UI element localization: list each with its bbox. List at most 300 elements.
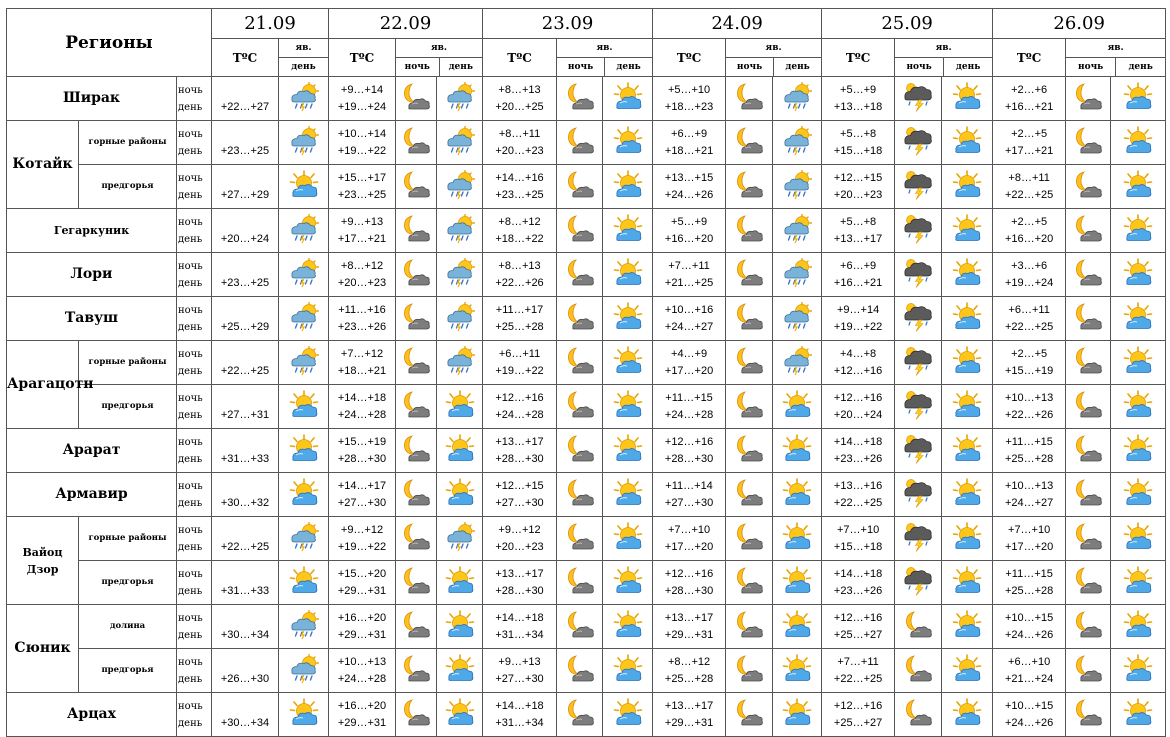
temperature-cell <box>653 517 726 561</box>
moon-cloud-icon <box>734 478 764 508</box>
period-labels <box>177 209 212 253</box>
temperature-cell <box>212 517 279 561</box>
temperature-cell <box>329 121 396 165</box>
weather-icon-cell <box>1066 165 1111 209</box>
moon-cloud-icon <box>565 390 595 420</box>
sun-cloud-icon <box>952 610 982 640</box>
rain-sun-icon <box>289 302 319 332</box>
moon-cloud-icon <box>734 126 764 156</box>
rain-sun-icon <box>289 610 319 640</box>
temperature-cell <box>212 429 279 473</box>
temperature-cell <box>993 429 1066 473</box>
night-temp: +6…+11 <box>498 347 541 360</box>
night-temp <box>212 522 278 539</box>
weather-icon-cell <box>942 165 993 209</box>
night-temp: +8…+12 <box>667 655 711 668</box>
moon-cloud-icon <box>1073 126 1103 156</box>
temperature-cell <box>653 297 726 341</box>
weather-icon-cell <box>773 517 822 561</box>
day-temp: +29…+31 <box>337 628 387 641</box>
sun-cloud-icon <box>613 258 643 288</box>
temperature-cell <box>653 429 726 473</box>
sun-cloud-icon <box>952 302 982 332</box>
temperature-cell <box>483 341 557 385</box>
weather-icon-cell <box>396 165 437 209</box>
night-temp: +16…+20 <box>337 611 387 624</box>
weather-icon-cell <box>279 297 329 341</box>
day-label: день <box>178 145 203 157</box>
weather-icon-cell <box>603 385 653 429</box>
night-temp: +13…+15 <box>664 171 714 184</box>
temperature-cell <box>329 429 396 473</box>
day-temp: +27…+30 <box>495 496 544 509</box>
sun-cloud-icon <box>782 522 812 552</box>
weather-icon-cell <box>726 561 773 605</box>
appearance-header <box>1066 39 1166 77</box>
weather-icon-cell <box>1066 473 1111 517</box>
weather-icon-cell <box>895 561 942 605</box>
date-header: 25.09 <box>822 9 993 39</box>
sun-cloud-icon <box>952 82 982 112</box>
night-temp: +8…+13 <box>498 259 541 272</box>
weather-icon-cell <box>1066 429 1111 473</box>
sun-cloud-icon <box>445 654 475 684</box>
night-temp: +6…+9 <box>671 127 708 140</box>
day-temp: +22…+25 <box>833 672 883 685</box>
weather-icon-cell <box>895 693 942 737</box>
temperature-cell <box>329 165 396 209</box>
temp-header: ТºС <box>822 39 895 77</box>
period-labels <box>177 649 212 693</box>
night-temp: +13…+17 <box>664 699 714 712</box>
temp-header: ТºС <box>212 39 279 77</box>
weather-icon-cell <box>726 77 773 121</box>
temperature-cell <box>483 473 557 517</box>
weather-icon-cell <box>895 517 942 561</box>
sun-cloud-icon <box>952 170 982 200</box>
moon-cloud-icon <box>903 654 933 684</box>
rain-sun-icon <box>445 302 475 332</box>
rain-sun-icon <box>782 302 812 332</box>
sun-cloud-icon <box>613 214 643 244</box>
weather-icon-cell <box>773 341 822 385</box>
weather-icon-cell <box>603 209 653 253</box>
day-temp: +25…+27 <box>833 716 883 729</box>
night-temp: +11…+17 <box>495 303 544 316</box>
sun-cloud-icon <box>613 346 643 376</box>
temperature-cell <box>483 385 557 429</box>
weather-icon-cell <box>557 209 603 253</box>
night-temp: +14…+18 <box>833 567 883 580</box>
sun-cloud-icon <box>289 390 319 420</box>
temperature-cell <box>483 429 557 473</box>
day-temp: +20…+23 <box>495 144 544 157</box>
storm-icon <box>903 126 933 156</box>
sun-cloud-icon <box>952 126 982 156</box>
weather-icon-cell <box>1066 209 1111 253</box>
weather-icon-cell <box>942 253 993 297</box>
day-label: день <box>178 409 203 421</box>
day-label: день <box>291 62 316 72</box>
sun-cloud-icon <box>952 522 982 552</box>
day-temp: +30…+34 <box>220 628 270 641</box>
temperature-cell <box>653 385 726 429</box>
day-temp: +27…+29 <box>220 188 270 201</box>
appearance-header <box>895 39 993 77</box>
night-label: ночь <box>178 216 203 228</box>
night-label: ночь <box>178 480 203 492</box>
temperature-cell <box>212 693 279 737</box>
temperature-cell <box>993 77 1066 121</box>
weather-icon-cell <box>1111 605 1166 649</box>
temperature-cell <box>653 341 726 385</box>
weather-icon-cell <box>557 429 603 473</box>
weather-icon-cell <box>557 473 603 517</box>
weather-icon-cell <box>557 385 603 429</box>
day-temp: +27…+30 <box>664 496 714 509</box>
moon-cloud-icon <box>734 258 764 288</box>
day-label: день <box>955 62 981 72</box>
night-temp <box>212 82 278 99</box>
period-labels <box>177 385 212 429</box>
weather-icon-cell <box>396 341 437 385</box>
date-header: 23.09 <box>483 9 653 39</box>
sun-cloud-icon <box>289 698 319 728</box>
night-temp: +12…+15 <box>833 171 883 184</box>
night-temp: +13…+17 <box>495 435 544 448</box>
rain-sun-icon <box>782 126 812 156</box>
weather-icon-cell <box>279 77 329 121</box>
temperature-cell <box>212 165 279 209</box>
weather-icon-cell <box>603 341 653 385</box>
forecast-row <box>7 209 1166 253</box>
weather-icon-cell <box>557 253 603 297</box>
weather-icon-cell <box>1111 429 1166 473</box>
rain-sun-icon <box>782 170 812 200</box>
night-temp <box>212 566 278 583</box>
moon-cloud-icon <box>1073 214 1103 244</box>
temperature-cell <box>653 253 726 297</box>
weather-icon-cell <box>1111 693 1166 737</box>
moon-cloud-icon <box>401 82 431 112</box>
weather-icon-cell <box>942 209 993 253</box>
sun-cloud-icon <box>613 434 643 464</box>
appearance-header <box>726 39 822 77</box>
sun-cloud-icon <box>445 478 475 508</box>
night-temp <box>212 698 278 715</box>
weather-icon-cell <box>726 605 773 649</box>
day-temp: +17…+20 <box>664 540 714 553</box>
day-temp: +23…+26 <box>337 320 387 333</box>
night-temp <box>212 258 278 275</box>
weather-icon-cell <box>603 693 653 737</box>
weather-icon-cell <box>396 77 437 121</box>
night-label: ночь <box>396 58 440 76</box>
night-temp: +8…+12 <box>498 215 541 228</box>
night-temp <box>212 478 278 495</box>
night-temp: +12…+16 <box>833 391 883 404</box>
rain-sun-icon <box>445 214 475 244</box>
temperature-cell <box>329 517 396 561</box>
weather-icon-cell <box>773 165 822 209</box>
night-temp: +12…+16 <box>495 391 544 404</box>
night-temp: +10…+15 <box>1004 611 1054 624</box>
day-temp: +27…+30 <box>495 672 544 685</box>
day-temp: +25…+28 <box>495 320 544 333</box>
night-temp: +9…+13 <box>498 655 541 668</box>
weather-icon-cell <box>773 77 822 121</box>
night-temp: +15…+20 <box>337 567 387 580</box>
weather-icon-cell <box>279 429 329 473</box>
day-temp: +17…+21 <box>1004 144 1054 157</box>
night-label: ночь <box>178 392 203 404</box>
weather-icon-cell <box>603 121 653 165</box>
weather-icon-cell <box>437 165 483 209</box>
night-temp: +13…+16 <box>833 479 883 492</box>
day-label: день <box>178 717 203 729</box>
weather-icon-cell <box>726 649 773 693</box>
night-temp: +10…+13 <box>1004 391 1054 404</box>
day-temp: +20…+24 <box>833 408 883 421</box>
day-temp: +28…+30 <box>495 452 544 465</box>
appearance-label: яв. <box>279 39 328 58</box>
moon-cloud-icon <box>401 126 431 156</box>
temperature-cell <box>993 297 1066 341</box>
moon-cloud-icon <box>401 214 431 244</box>
day-temp: +18…+21 <box>337 364 387 377</box>
temperature-cell <box>993 693 1066 737</box>
rain-sun-icon <box>289 346 319 376</box>
moon-cloud-icon <box>734 522 764 552</box>
temperature-cell <box>329 341 396 385</box>
region-name: Ширак <box>7 77 177 121</box>
weather-icon-cell <box>773 121 822 165</box>
day-temp: +17…+20 <box>1004 540 1054 553</box>
temperature-cell <box>483 209 557 253</box>
night-label: ночь <box>178 128 203 140</box>
night-temp: +7…+11 <box>668 259 710 272</box>
day-temp: +23…+25 <box>220 144 270 157</box>
region-name: Вайоц Дзор <box>7 517 79 605</box>
temperature-cell <box>212 649 279 693</box>
region-name: Тавуш <box>7 297 177 341</box>
moon-cloud-icon <box>565 214 595 244</box>
night-temp: +11…+15 <box>1005 567 1053 580</box>
night-temp: +11…+14 <box>665 479 713 492</box>
night-temp: +14…+17 <box>337 479 387 492</box>
temperature-cell <box>212 253 279 297</box>
moon-cloud-icon <box>565 478 595 508</box>
weather-icon-cell <box>1066 253 1111 297</box>
date-header: 21.09 <box>212 9 329 39</box>
rain-sun-icon <box>782 346 812 376</box>
sun-cloud-icon <box>1123 302 1153 332</box>
night-temp: +5…+8 <box>840 215 877 228</box>
temperature-cell <box>212 473 279 517</box>
day-label: день <box>178 321 203 333</box>
weather-icon-cell <box>773 209 822 253</box>
night-temp <box>212 126 278 143</box>
temperature-cell <box>993 517 1066 561</box>
temperature-cell <box>822 209 895 253</box>
night-temp <box>212 390 278 407</box>
sun-cloud-icon <box>289 478 319 508</box>
day-temp: +24…+28 <box>495 408 544 421</box>
sun-cloud-icon <box>782 478 812 508</box>
night-temp: +9…+14 <box>340 83 384 96</box>
weather-icon-cell <box>437 429 483 473</box>
weather-icon-cell <box>396 561 437 605</box>
day-temp: +19…+24 <box>1004 276 1054 289</box>
sun-cloud-icon <box>613 126 643 156</box>
sun-cloud-icon <box>1123 434 1153 464</box>
night-temp: +6…+9 <box>840 259 877 272</box>
temperature-cell <box>329 253 396 297</box>
appearance-header <box>557 39 653 77</box>
day-temp: +24…+26 <box>1004 628 1054 641</box>
subregion-name: долина <box>79 605 177 649</box>
night-temp: +2…+5 <box>1011 215 1048 228</box>
day-temp: +22…+27 <box>220 100 270 113</box>
appearance-header <box>396 39 483 77</box>
weather-icon-cell <box>396 693 437 737</box>
rain-sun-icon <box>445 522 475 552</box>
temperature-cell <box>483 693 557 737</box>
weather-icon-cell <box>895 165 942 209</box>
temperature-cell <box>993 561 1066 605</box>
day-temp: +23…+25 <box>495 188 544 201</box>
moon-cloud-icon <box>1073 566 1103 596</box>
sun-cloud-icon <box>782 610 812 640</box>
night-temp: +10…+16 <box>664 303 714 316</box>
day-temp: +28…+30 <box>664 584 714 597</box>
moon-cloud-icon <box>1073 346 1103 376</box>
weather-icon-cell <box>437 473 483 517</box>
moon-cloud-icon <box>1073 610 1103 640</box>
night-temp: +10…+15 <box>1004 699 1054 712</box>
moon-cloud-icon <box>565 522 595 552</box>
weather-icon-cell <box>603 473 653 517</box>
forecast-row <box>7 473 1166 517</box>
temperature-cell <box>483 165 557 209</box>
day-temp: +22…+25 <box>833 496 883 509</box>
weather-icon-cell <box>942 693 993 737</box>
sun-cloud-icon <box>613 170 643 200</box>
day-temp: +27…+31 <box>220 408 270 421</box>
sun-cloud-icon <box>782 390 812 420</box>
day-temp: +25…+28 <box>1004 452 1054 465</box>
rain-sun-icon <box>782 82 812 112</box>
sun-cloud-icon <box>952 434 982 464</box>
moon-cloud-icon <box>1073 654 1103 684</box>
weather-icon-cell <box>1111 341 1166 385</box>
temperature-cell <box>212 605 279 649</box>
temperature-cell <box>483 649 557 693</box>
temperature-cell <box>822 429 895 473</box>
weather-icon-cell <box>1111 165 1166 209</box>
moon-cloud-icon <box>734 390 764 420</box>
night-temp: +7…+10 <box>667 523 711 536</box>
region-name: Арарат <box>7 429 177 473</box>
weather-icon-cell <box>437 253 483 297</box>
moon-cloud-icon <box>401 346 431 376</box>
sun-cloud-icon <box>952 566 982 596</box>
night-label: ночь <box>178 436 203 448</box>
moon-cloud-icon <box>565 82 595 112</box>
day-label: день <box>785 62 810 72</box>
temperature-cell <box>329 605 396 649</box>
forecast-row <box>7 341 1166 385</box>
night-temp: +4…+9 <box>671 347 708 360</box>
weather-icon-cell <box>396 121 437 165</box>
date-header: 24.09 <box>653 9 822 39</box>
day-temp: +13…+17 <box>833 232 883 245</box>
moon-cloud-icon <box>1073 258 1103 288</box>
appearance-header <box>279 39 329 77</box>
weather-icon-cell <box>557 77 603 121</box>
period-labels <box>177 429 212 473</box>
temperature-cell <box>653 561 726 605</box>
sun-cloud-icon <box>952 390 982 420</box>
day-temp: +12…+16 <box>833 364 883 377</box>
period-labels <box>177 561 212 605</box>
night-temp: +2…+5 <box>1011 347 1048 360</box>
temperature-cell <box>329 693 396 737</box>
weather-icon-cell <box>1111 473 1166 517</box>
temperature-cell <box>483 605 557 649</box>
day-temp: +22…+25 <box>1004 188 1054 201</box>
day-label: день <box>178 365 203 377</box>
moon-cloud-icon <box>1073 478 1103 508</box>
sun-cloud-icon <box>1123 478 1153 508</box>
weather-icon-cell <box>1111 297 1166 341</box>
sun-cloud-icon <box>782 654 812 684</box>
night-label: ночь <box>178 260 203 272</box>
weather-icon-cell <box>603 517 653 561</box>
night-label: ночь <box>178 524 203 536</box>
weather-icon-cell <box>279 385 329 429</box>
sun-cloud-icon <box>1123 82 1153 112</box>
night-temp: +10…+13 <box>337 655 387 668</box>
day-temp: +30…+32 <box>220 496 270 509</box>
weather-icon-cell <box>1066 605 1111 649</box>
temperature-cell <box>653 693 726 737</box>
weather-icon-cell <box>396 605 437 649</box>
weather-icon-cell <box>895 605 942 649</box>
night-temp: +10…+13 <box>1004 479 1054 492</box>
night-temp: +2…+6 <box>1011 83 1048 96</box>
temperature-cell <box>329 297 396 341</box>
day-temp: +31…+34 <box>495 628 544 641</box>
weather-icon-cell <box>557 649 603 693</box>
day-temp: +21…+24 <box>1004 672 1054 685</box>
moon-cloud-icon <box>1073 390 1103 420</box>
temperature-cell <box>329 649 396 693</box>
appearance-label: яв. <box>726 39 821 58</box>
weather-icon-cell <box>1066 693 1111 737</box>
day-label: день <box>178 629 203 641</box>
day-temp: +30…+34 <box>220 716 270 729</box>
day-temp: +19…+24 <box>337 100 387 113</box>
region-name: Гегаркуник <box>7 209 177 253</box>
weather-icon-cell <box>895 385 942 429</box>
sun-cloud-icon <box>952 346 982 376</box>
weather-icon-cell <box>437 385 483 429</box>
weather-icon-cell <box>773 605 822 649</box>
temperature-cell <box>653 209 726 253</box>
forecast-row <box>7 693 1166 737</box>
day-label: день <box>178 673 203 685</box>
